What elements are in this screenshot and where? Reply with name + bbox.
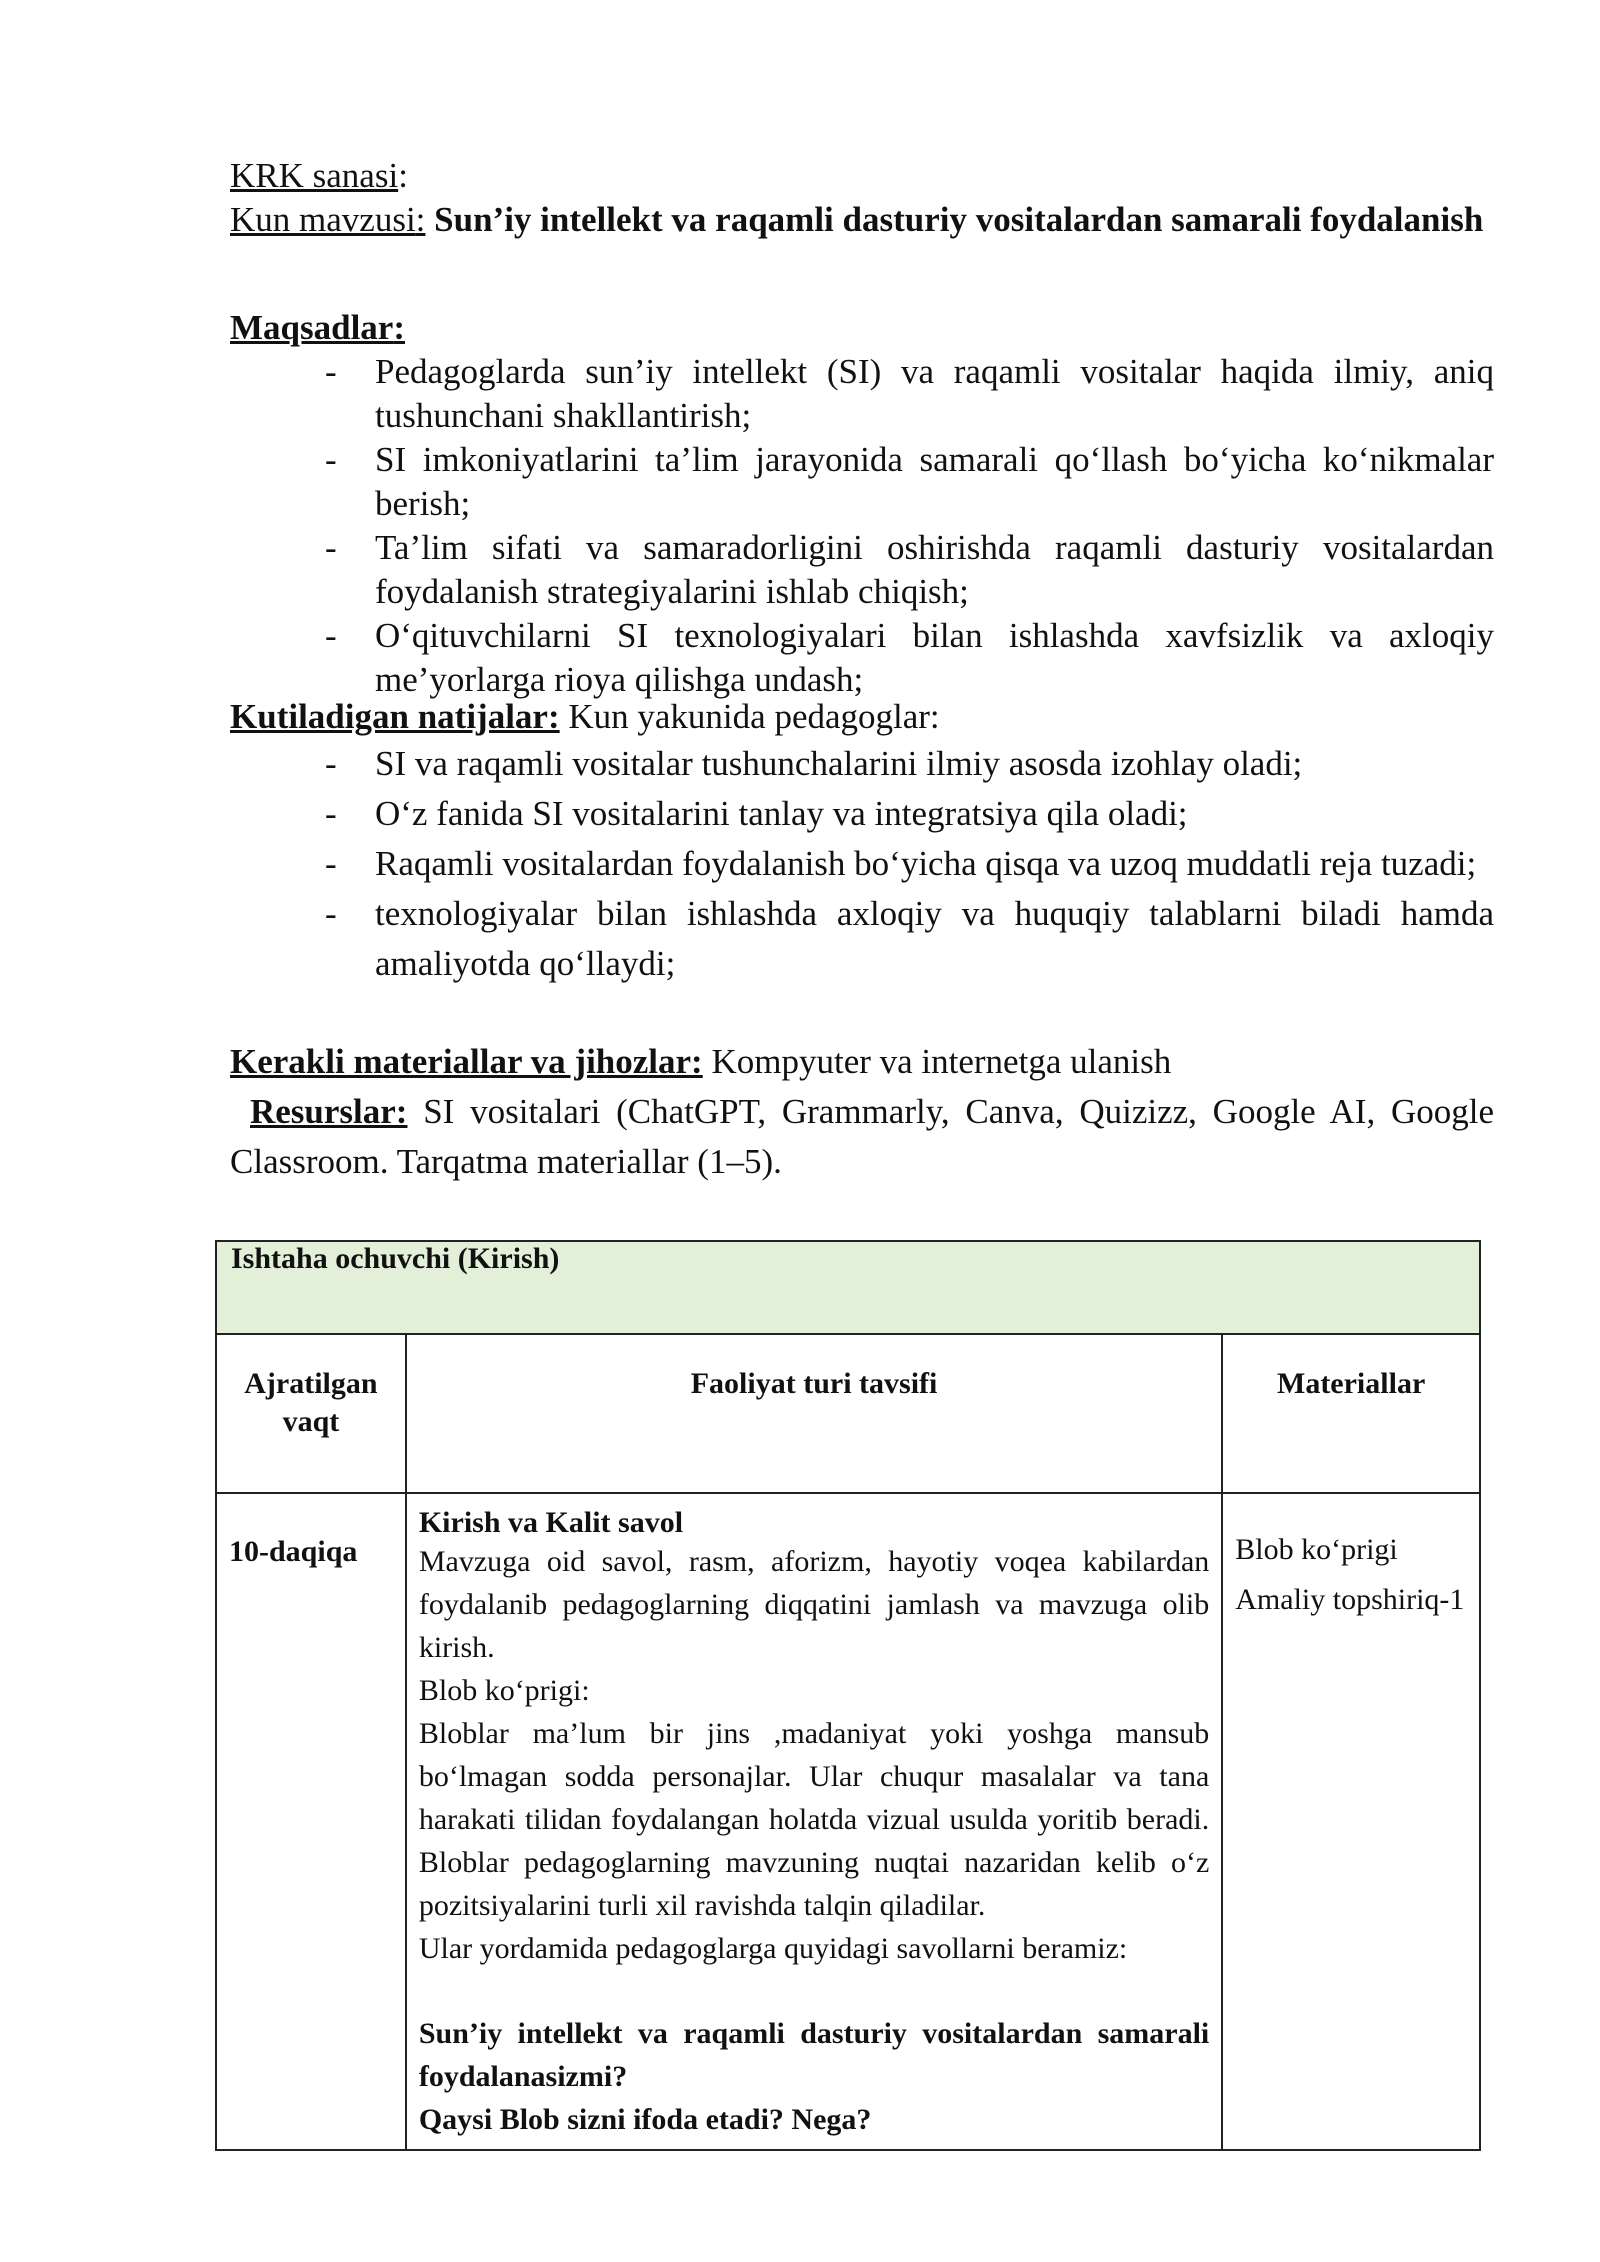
goal-item: - Ta’lim sifati va samaradorligini oshirishda raqamli dasturiy vositalardan foydalanish strategiyalarini ishlab chiqish; [230,526,1494,614]
materials-line [230,1037,1494,1087]
krk-date-label: KRK sanasi [230,156,399,195]
results-heading [230,695,1494,739]
col-header-materials: Materiallar [1222,1334,1480,1493]
material-item: Amaliy topshiriq-1 [1235,1583,1465,1616]
resources-label: Resurslar: [250,1092,408,1131]
result-item: - Raqamli vositalardan foydalanish bo‘yicha qisqa va uzoq muddatli reja tuzadi; [230,839,1494,889]
goal-item: - SI imkoniyatlarini ta’lim jarayonida samarali qo‘llash bo‘yicha ko‘nikmalar berish; [230,438,1494,526]
resources-paragraph [230,1087,1494,1187]
time-cell: 10-daqiqa [216,1493,406,2150]
result-item: - O‘z fanida SI vositalarini tanlay va integratsiya qila oladi; [230,789,1494,839]
materials-label: Kerakli materiallar va jihozlar: [230,1042,703,1081]
goals-label: Maqsadlar [230,308,394,347]
key-question: Qaysi Blob sizni ifoda etadi? Nega? [418,2103,872,2136]
goals-heading [230,306,1494,350]
col-header-description: Faoliyat turi tavsifi [406,1334,1222,1493]
topic-colon: : [415,200,426,239]
topic-text: Sun’iy intellekt va raqamli dasturiy vositalardan samarali foydalanish [434,200,1484,239]
krk-date-line [230,154,1494,198]
desc-paragraph: Mavzuga oid savol, rasm, aforizm, hayotiy voqea kabilardan foydalanib pedagoglarning diqqatini jamlash va mavzuga olib kirish. [418,1545,1210,1664]
desc-title: Kirish va Kalit savol [418,1506,684,1539]
resources-text: SI vositalari (ChatGPT, Grammarly, Canva, Quizizz, Google AI, Google Classroom. Tarqatma materiallar (1–5). [230,1092,1494,1181]
goal-item: - Pedagoglarda sun’iy intellekt (SI) va raqamli vositalar haqida ilmiy, aniq tushunchani shakllantirish; [230,350,1494,438]
desc-subheading: Blob ko‘prigi: [418,1674,590,1707]
table-header-row [216,1334,1480,1493]
materials-cell [1222,1493,1480,2150]
table-section-row [216,1241,1480,1334]
section-title: Ishtaha ochuvchi (Kirish) [216,1241,1480,1334]
col-header-time: Ajratilgan vaqt [216,1334,406,1493]
goals-colon: : [393,308,406,347]
desc-paragraph: Ular yordamida pedagoglarga quyidagi savollarni beramiz: [418,1932,1128,1965]
description-cell [406,1493,1222,2150]
results-intro: Kun yakunida pedagoglar: [559,697,940,736]
goals-section [230,306,1494,702]
topic-label: Kun mavzusi [230,200,416,239]
header-block [230,154,1494,242]
desc-paragraph: Bloblar ma’lum bir jins ,madaniyat yoki yoshga mansub bo‘lmagan sodda personajlar. Ular chuqur masalalar va tana harakati tilidan foydalangan holatda vizual usulda yoritib beradi. Bloblar pedagoglarning mavzuning nuqtai nazaridan kelib o‘z pozitsiyalarini turli xil ravishda talqin qiladilar. [418,1717,1210,1922]
result-item: - SI va raqamli vositalar tushunchalarini ilmiy asosda izohlay oladi; [230,739,1494,789]
materials-section [230,1037,1494,1187]
goals-list [230,350,1494,702]
material-item: Blob ko‘prigi [1235,1533,1398,1566]
krk-date-colon: : [398,156,408,195]
results-section [230,695,1494,989]
materials-text: Kompyuter va internetga ulanish [702,1042,1172,1081]
desc-spacer [419,1970,1209,2012]
table-row [216,1493,1480,2150]
result-item: - texnologiyalar bilan ishlashda axloqiy va huquqiy talablarni biladi hamda amaliyotda qo‘llaydi; [230,889,1494,989]
key-question: Sun’iy intellekt va raqamli dasturiy vositalardan samarali foydalanasizmi? [418,2017,1210,2093]
topic-line [230,198,1494,242]
results-list [230,739,1494,989]
goal-item: - O‘qituvchilarni SI texnologiyalari bilan ishlashda xavfsizlik va axloqiy me’yorlarga rioya qilishga undash; [230,614,1494,702]
lesson-plan-table [215,1240,1481,2151]
results-label: Kutiladigan natijalar: [230,697,560,736]
